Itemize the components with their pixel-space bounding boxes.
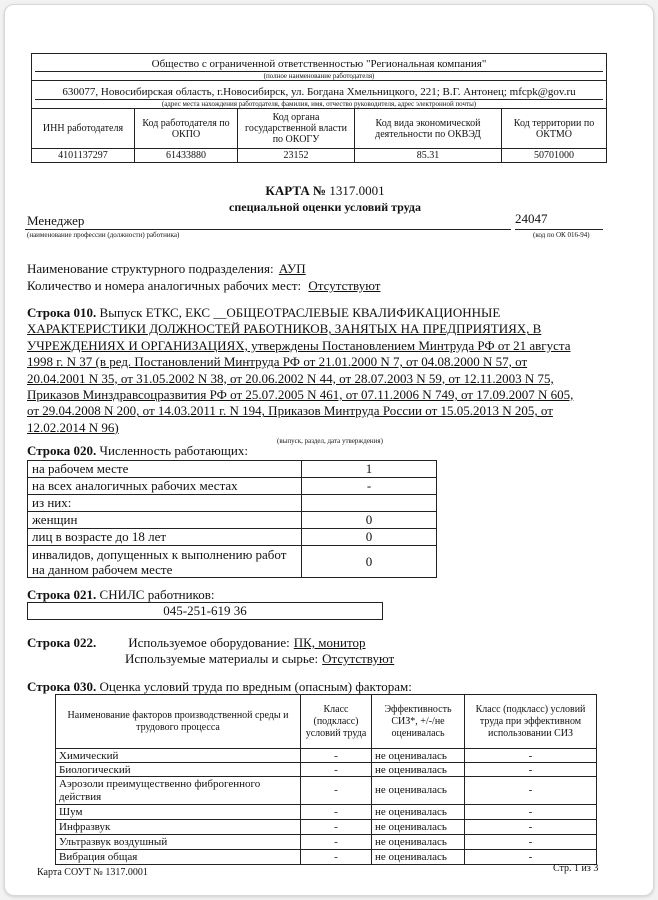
- row-020-title: [27, 443, 248, 459]
- row-010-line-1: Выпуск ЕТКС, ЕКС __ОБЩЕОТРАСЛЕВЫЕ КВАЛИФИКАЦИОННЫЕ: [99, 305, 501, 320]
- factor-efficiency: не оценивалась: [372, 749, 465, 763]
- factor-name: Инфразвук: [56, 820, 301, 835]
- factor-row: [56, 749, 597, 763]
- org-name-caption: (полное наименование работодателя): [263, 72, 375, 80]
- row-010-line-5: 20.04.2001 N 35, от 31.05.2002 N 38, от 20.06.2002 N 44, от 28.07.2003 N 59, от 12.11.2003 N 75,: [27, 370, 554, 386]
- row-020-text: Численность работающих:: [99, 443, 248, 458]
- address: 630077, Новосибирская область, г.Новосибирск, ул. Богдана Хмельницкого, 221; В.Г. Антонец; mfcpk@gov.ru: [62, 86, 576, 98]
- profession-code: 24047: [515, 211, 548, 226]
- headcount-name: женщин: [28, 512, 302, 529]
- card-title: [5, 183, 645, 199]
- row-010-line-7: от 29.04.2008 N 200, от 14.03.2011 г. N 194, Приказов Минтруда России от 15.05.2013 N 205, от: [27, 403, 553, 419]
- similar-places-value: Отсутствуют: [308, 278, 381, 293]
- row-010-caption: (выпуск, раздел, дата утверждения): [277, 437, 383, 445]
- factor-row: [56, 835, 597, 850]
- footer-page-number: Стр. 1 из 3: [553, 863, 599, 874]
- factor-class: -: [301, 850, 372, 865]
- factor-header: Наименование факторов производственной среды и трудового процесса: [56, 695, 301, 749]
- factor-class: -: [301, 763, 372, 777]
- unit-value: АУП: [278, 261, 306, 276]
- factor-class-siz: -: [465, 805, 597, 820]
- okpo-header: Код работодателя по ОКПО: [135, 109, 238, 149]
- address-caption: (адрес места нахождения работодателя, фамилия, имя, отчество руководителя, адрес электронной почты): [161, 100, 477, 108]
- okogu-header: Код органа государственной власти по ОКОГУ: [238, 109, 355, 149]
- row-021-label: Строка 021.: [27, 587, 97, 602]
- footer-card-number: Карта СОУТ № 1317.0001: [37, 867, 148, 878]
- row-030-title: [27, 679, 412, 695]
- headcount-value: 0: [302, 512, 437, 529]
- headcount-table: [27, 460, 437, 578]
- factor-class-siz: -: [465, 777, 597, 805]
- oktmo-header: Код территории по ОКТМО: [502, 109, 607, 149]
- equipment-value: ПК, монитор: [293, 635, 366, 650]
- factor-row: [56, 805, 597, 820]
- factor-efficiency: не оценивалась: [372, 820, 465, 835]
- row-022-label: Строка 022.: [27, 635, 97, 650]
- similar-places-line: [27, 278, 388, 294]
- org-name-cell: [32, 54, 607, 81]
- code-caption: (код по ОК 016-94): [533, 231, 590, 239]
- equipment-label: Используемое оборудование:: [128, 635, 290, 650]
- materials-value: Отсутствуют: [322, 651, 395, 666]
- headcount-value: -: [302, 478, 437, 495]
- factor-row: [56, 763, 597, 777]
- factor-name: Аэрозоли преимущественно фиброгенного действия: [56, 777, 301, 805]
- factor-efficiency: не оценивалась: [372, 850, 465, 865]
- factor-efficiency: не оценивалась: [372, 805, 465, 820]
- class-siz-header: Класс (подкласс) условий труда при эффективном использовании СИЗ: [465, 695, 597, 749]
- factor-class-siz: -: [465, 749, 597, 763]
- materials-label: Используемые материалы и сырье:: [125, 651, 319, 666]
- card-number: 1317.0001: [329, 183, 385, 198]
- factor-efficiency: не оценивалась: [372, 777, 465, 805]
- row-010-line-4: 1998 г. N 37 (в ред. Постановлений Минтруда РФ от 21.01.2000 N 7, от 04.08.2000 N 57, от: [27, 354, 528, 370]
- code-underline: [515, 229, 603, 230]
- profession-name: Менеджер: [27, 213, 85, 228]
- address-cell: [32, 81, 607, 109]
- row-021-text: СНИЛС работников:: [99, 587, 215, 602]
- factor-class: -: [301, 777, 372, 805]
- factor-row: [56, 820, 597, 835]
- factor-class: -: [301, 749, 372, 763]
- factor-name: Вибрация общая: [56, 850, 301, 865]
- row-030-text: Оценка условий труда по вредным (опасным) факторам:: [99, 679, 412, 694]
- efficiency-header: Эффективность СИЗ*, +/-/не оценивалась: [372, 695, 465, 749]
- class-header: Класс (подкласс) условий труда: [301, 695, 372, 749]
- headcount-value: 1: [302, 461, 437, 478]
- row-010-line-3: УЧРЕЖДЕНИЯХ И ОРГАНИЗАЦИЯХ, утверждены Постановлением Минтруда РФ от 21 августа: [27, 337, 571, 353]
- row-010-line-2: ХАРАКТЕРИСТИКИ ДОЛЖНОСТЕЙ РАБОТНИКОВ, ЗАНЯТЫХ НА ПРЕДПРИЯТИЯХ, В: [27, 321, 542, 337]
- headcount-name: из них:: [28, 495, 302, 512]
- row-021-title: [27, 587, 214, 603]
- factor-class: -: [301, 820, 372, 835]
- row-022-equipment: [27, 635, 375, 651]
- factors-table: [55, 694, 597, 865]
- unit-label: Наименование структурного подразделения:: [27, 261, 274, 276]
- inn-value: 4101137297: [32, 149, 135, 163]
- factor-efficiency: не оценивалась: [372, 763, 465, 777]
- headcount-name: на рабочем месте: [28, 461, 302, 478]
- factor-row: [56, 850, 597, 865]
- row-010: [27, 305, 627, 436]
- factor-name: Биологический: [56, 763, 301, 777]
- okpo-value: 61433880: [135, 149, 238, 163]
- inn-header: ИНН работодателя: [32, 109, 135, 149]
- headcount-value: 0: [302, 529, 437, 546]
- row-030-label: Строка 030.: [27, 679, 97, 694]
- org-name: Общество с ограниченной ответственностью "Региональная компания": [151, 58, 487, 70]
- document-page: [4, 4, 654, 896]
- factor-name: Химический: [56, 749, 301, 763]
- headcount-name: инвалидов, допущенных к выполнению работ на данном рабочем месте: [28, 546, 302, 578]
- unit-line: [27, 261, 312, 277]
- profession-caption: (наименование профессии (должности) работника): [27, 231, 180, 239]
- factor-class-siz: -: [465, 763, 597, 777]
- headcount-value: [302, 495, 437, 512]
- factor-class-siz: -: [465, 835, 597, 850]
- factor-class-siz: -: [465, 820, 597, 835]
- employer-header-table: [31, 53, 607, 163]
- okved-header: Код вида экономической деятельности по ОКВЭД: [355, 109, 502, 149]
- headcount-value: 0: [302, 546, 437, 578]
- row-010-label: Строка 010.: [27, 305, 97, 320]
- factor-class-siz: -: [465, 850, 597, 865]
- factor-row: [56, 777, 597, 805]
- card-subtitle: специальной оценки условий труда: [229, 200, 421, 214]
- oktmo-value: 50701000: [502, 149, 607, 163]
- factor-class: -: [301, 835, 372, 850]
- factor-name: Шум: [56, 805, 301, 820]
- okogu-value: 23152: [238, 149, 355, 163]
- card-title-prefix: КАРТА №: [265, 183, 327, 198]
- headcount-name: на всех аналогичных рабочих местах: [28, 478, 302, 495]
- factor-name: Ультразвук воздушный: [56, 835, 301, 850]
- snils-value: 045-251-619 36: [28, 603, 383, 620]
- row-010-line-8: 12.02.2014 N 96): [27, 419, 119, 435]
- okved-value: 85.31: [355, 149, 502, 163]
- factor-efficiency: не оценивалась: [372, 835, 465, 850]
- headcount-name: лиц в возрасте до 18 лет: [28, 529, 302, 546]
- row-022-materials: [125, 651, 404, 667]
- snils-table: [27, 602, 383, 620]
- similar-places-label: Количество и номера аналогичных рабочих мест:: [27, 278, 302, 293]
- row-020-label: Строка 020.: [27, 443, 97, 458]
- factor-class: -: [301, 805, 372, 820]
- row-010-line-6: Приказов Минздравсоцразвития РФ от 25.07.2005 N 461, от 07.11.2006 N 749, от 17.09.2007 N 605,: [27, 387, 574, 403]
- profession-underline: [25, 229, 511, 230]
